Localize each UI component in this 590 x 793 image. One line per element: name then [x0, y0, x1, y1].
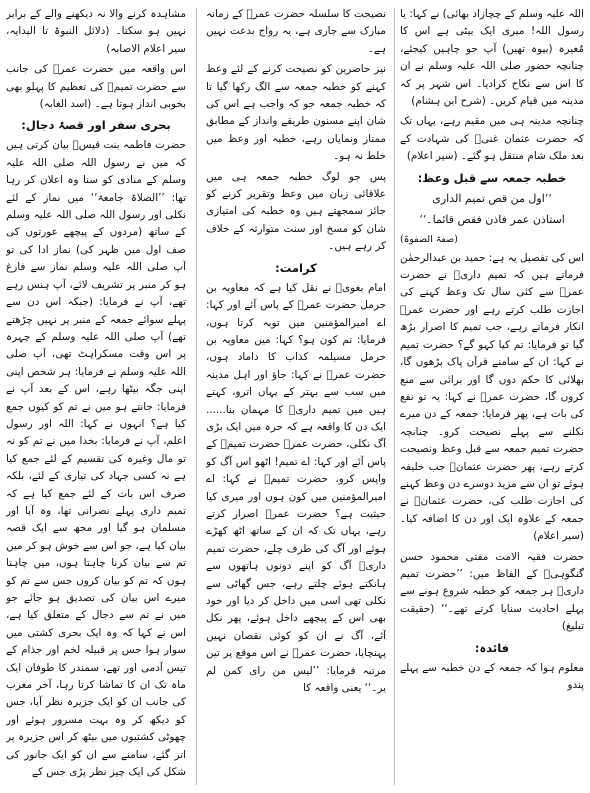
- text-block: [400, 639, 584, 657]
- paragraph: چنانچہ مدینہ ہی میں مقیم رہے، یہاں تک کہ حضرت عثمان غنیؓ کی شہادت کے بعد ملک شام منتقل ہو گئے۔ (سیر اعلام): [400, 115, 584, 163]
- column-divider: [394, 8, 395, 785]
- text-block: [206, 61, 386, 165]
- column-divider: [196, 8, 197, 785]
- section-heading: کرامت:: [275, 260, 317, 275]
- paragraph: معلوم ہوا کہ جمعہ کے دن خطبہ سے پہلے پندو: [400, 661, 584, 691]
- arabic-verse: ’’اول من قص تمیم الداری: [432, 191, 552, 205]
- text-block: [206, 6, 386, 58]
- text-block: [400, 190, 584, 208]
- text-block: [400, 113, 584, 165]
- text-block: [400, 660, 584, 695]
- paragraph: حضرت فاطمہ بنت قیسؓ بیان کرتی ہیں کہ میں نے رسول اللہ صلی اللہ علیہ وسلم کے منادی کو سنا وہ اعلان کر رہا تھا: ’’الصلاۃ جامعۃ‘‘ میں نماز کے لئے نکلی اور رسول اللہ صلی اللہ علیہ وسلم کے ساتھ (مردوں کے پیچھے عورتوں کی صف اول میں ظہر کی) نماز ادا کی تو آپ صلی اللہ علیہ وسلم نماز سے فارغ ہو کر منبر پر تشریف لائے، آپ ہنس رہے تھے، آپ نے فرمایا: (جبکہ اس دن سے پہلے سوائے جمعہ کے منبر پر نہیں چڑھتے تھے) آپ صلی اللہ علیہ وسلم کے چہرہ پر اس وقت مسکراہٹ تھی، آپ صلی اللہ علیہ وسلم نے فرمایا: ہر شخص اپنی اپنی جگہ بیٹھا رہے، اس کے بعد آپ نے فرمایا: جانتے ہو میں نے تم کو کیوں جمع کیا ہے؟ انہوں نے کہا: اللہ اور رسول اعلم، آپ نے فرمایا: بخدا میں نے تم کو نہ تو مال وغیرہ کی تقسیم کے لئے جمع کیا ہے نہ کسی جہاد کی تیاری کے لئے، بلکہ صرف اس بات کے لئے جمع کیا ہے کہ تمیم داری پہلے نصرانی تھا، وہ آیا اور مسلمان ہو گیا اور مجھ سے ایک قصہ بیان کیا ہے، جو اس سے خوش ہو کر میں تم سے بیان کرنا چاہتا ہوں، میں چاہتا ہوں کہ تم کو بیان کروں جس سے تم کو میرے اس بیان کی تصدیق ہو جائے جو میں نے تم سے دجال کے متعلق کیا ہے، اس نے کہا کہ وہ ایک بحری کشتی میں سوار ہوا جس پر قبیلہ لخم اور جذام کے تیس آدمی اور تھے، سمندر کا طوفان ایک ماہ تک ان کا تماشا کرتا رہا، آخر مغرب کی جانب ان کو ایک جزیرہ نظر آیا، جس کو دیکھ کر وہ بہت مسرور ہوئے اور چھوٹی کشتیوں میں بیٹھ کر اس جزیرہ پر اتر گئے، سامنے سے ان کو ایک جانور کی شکل کی ایک چیز نظر پڑی جس کے: [6, 139, 186, 779]
- paragraph: پس جو لوگ خطبہ جمعہ ہی میں علاقائی زبان میں وعظ وتقریر کرنے کو جائز سمجھتے ہیں وہ خطبہ کی امتیازی شان کو مسخ اور سنت متوارثہ کے خلاف کر رہے ہیں۔: [206, 170, 386, 253]
- text-block: [6, 116, 186, 134]
- text-block: [400, 211, 584, 229]
- column-middle: [206, 6, 386, 789]
- paragraph: نصیحت کا سلسلہ حضرت عمرؓ کے زمانہ مبارک سے جاری ہے، یہ رواج بدعت نہیں ہے۔: [206, 8, 386, 55]
- arabic-verse: استاذن عمر فاذن فقص قائما۔‘‘: [419, 212, 565, 226]
- reference-citation: (صفۃ الصفوۃ): [400, 233, 458, 245]
- text-block: [400, 250, 584, 546]
- section-heading: بحری سفر اور قصۂ دجال:: [21, 118, 171, 133]
- paragraph: امام بغویؒ نے نقل کیا ہے کہ معاویہ بن حرمل حضرت عمرؓ کے پاس آئے اور کہا: اے امیرالمؤمنین میں توبہ کرتا ہوں، فرمایا: تم کون ہو؟ کہا: میں معاویہ بن حرمل مسیلمہ کذاب کا داماد ہوں، حضرت عمرؓ نے کہا: جاؤ اور اہل مدینہ میں سب سے بہتر کے یہاں اترو، کہتے ہیں میں تمیم داریؓ کا مہمان بنا...... ایک دن کا واقعہ ہے کہ حرہ میں ایک بڑی آگ نکلی، حضرت عمرؓ حضرت تمیمؓ کے پاس آئے اور کہا: اے تمیم! اٹھو اس آگ کو واپس کرو، حضرت تمیمؓ نے کہا: اے امیرالمؤمنین میں کون ہوں اور میری کیا حیثیت ہے؟ حضرت عمرؓ اصرار کرتے رہے، یہاں تک کہ ان کے ساتھ اٹھ کھڑے ہوئے اور آگ کی طرف چلے، حضرت تمیم داریؓ آگ کو اپنے دونوں ہاتھوں سے ہانکتے ہوئے چلتے رہے، جس گھاٹی سے نکلی تھی اسی میں داخل کر دیا اور خود بھی اس کے پیچھے داخل ہوئے، پھر نکل آئے، آگ نے ان کو کوئی نقصان نہیں پہنچایا، حضرت عمرؓ نے اس موقع پر تین مرتبہ فرمایا: ’’لیس من رای کمن لم یر۔‘‘ یعنی واقعہ کا: [206, 281, 386, 695]
- text-block: [206, 169, 386, 256]
- text-block: [400, 549, 584, 636]
- text-block: [400, 232, 584, 247]
- paragraph: حضرت فقیہ الامت مفتی محمود حسن گنگوہیؒ کے الفاظ میں: ’’حضرت تمیم داریؓ ہر جمعہ کو خطبہ شروع ہونے سے پہلے احادیث سنایا کرتے تھے۔‘‘ (حقیقت تبلیغ): [400, 550, 584, 633]
- text-block: [6, 61, 186, 113]
- text-block: [6, 137, 186, 781]
- section-heading: خطبہ جمعہ سے قبل وعظ:: [417, 170, 567, 185]
- text-block: [206, 259, 386, 277]
- paragraph: اس کی تفصیل یہ ہے: حمید بن عبدالرحمٰن فرماتے ہیں کہ تمیم داریؓ نے حضرت عمرؓ سے کئی سال تک وعظ کہنے کی اجازت طلب کرتے رہے اور حضرت عمرؓ انکار فرماتے رہے، جب تمیم کا اصرار بڑھ گیا تو فرمایا: تم کیا کہو گے؟ حضرت تمیم نے کہا: ان کے سامنے قرآن پاک پڑھوں گا، بھلائی کا حکم دوں گا اور برائی سے منع کروں گا، حضرت عمرؓ نے کہا: یہ تو نفع کی بات ہے، پھر فرمایا: جمعہ کے دن میرے نکلنے سے پہلے نصیحت کرو۔ چنانچہ حضرت تمیم جمعہ سے قبل وعظ ونصیحت کرتے رہے، پھر حضرت عثمانؓ جب خلیفہ ہوئے تو ان سے مزید دوسرے دن وعظ کہنے کی اجازت طلب کی، حضرت عثمانؓ نے جمعہ کے علاوہ ایک اور دن کا اضافہ کیا۔ (سیر اعلام): [400, 251, 584, 543]
- section-heading: فائدہ:: [474, 640, 510, 655]
- text-block: [206, 280, 386, 698]
- paragraph: اللہ علیہ وسلم کے چچازاد بھائی) نے کہا: یا رسول اللہ! میری ایک بیٹی ہے اس کا مُغیرہ (بیوہ تھیں) آپ جو چاہیں کیجئے، چنانچہ حضور صلی اللہ علیہ وسلم نے ان کا اس سے نکاح کرادیا۔ اس شہر پر کہ مدینہ میں قیام کریں۔ (شرح ابن ہشام): [400, 8, 584, 108]
- text-block: [400, 169, 584, 187]
- paragraph: نیز حاضرین کو نصیحت کرنے کے لئے وعظ کہنے کو خطبہ جمعہ سے الگ رکھا گیا تا کہ خطبہ جمعہ جو کہ واجب ہے اس کی شان اپنے مسنون طریقے وانداز کے مطابق ممتاز ونمایاں رہے، خطبہ اور وعظ میں خلط نہ ہو۔: [206, 63, 386, 163]
- text-block: [6, 6, 186, 58]
- text-block: [400, 6, 584, 110]
- column-right: [400, 6, 584, 789]
- paragraph: مشاہدہ کرنے والا نہ دیکھنے والے کے برابر نہیں ہو سکتا۔ (دلائل النبوۃ تا البدایہ، سیر اعلام الاصابہ): [6, 8, 186, 55]
- column-left: [6, 6, 186, 789]
- paragraph: اس واقعہ میں حضرت عمرؓ کی جانب سے حضرت تمیمؓ کی تعظیم کا پہلو بھی بخوبی انداز ہوتا ہے۔ (اسد الغابہ): [6, 63, 186, 111]
